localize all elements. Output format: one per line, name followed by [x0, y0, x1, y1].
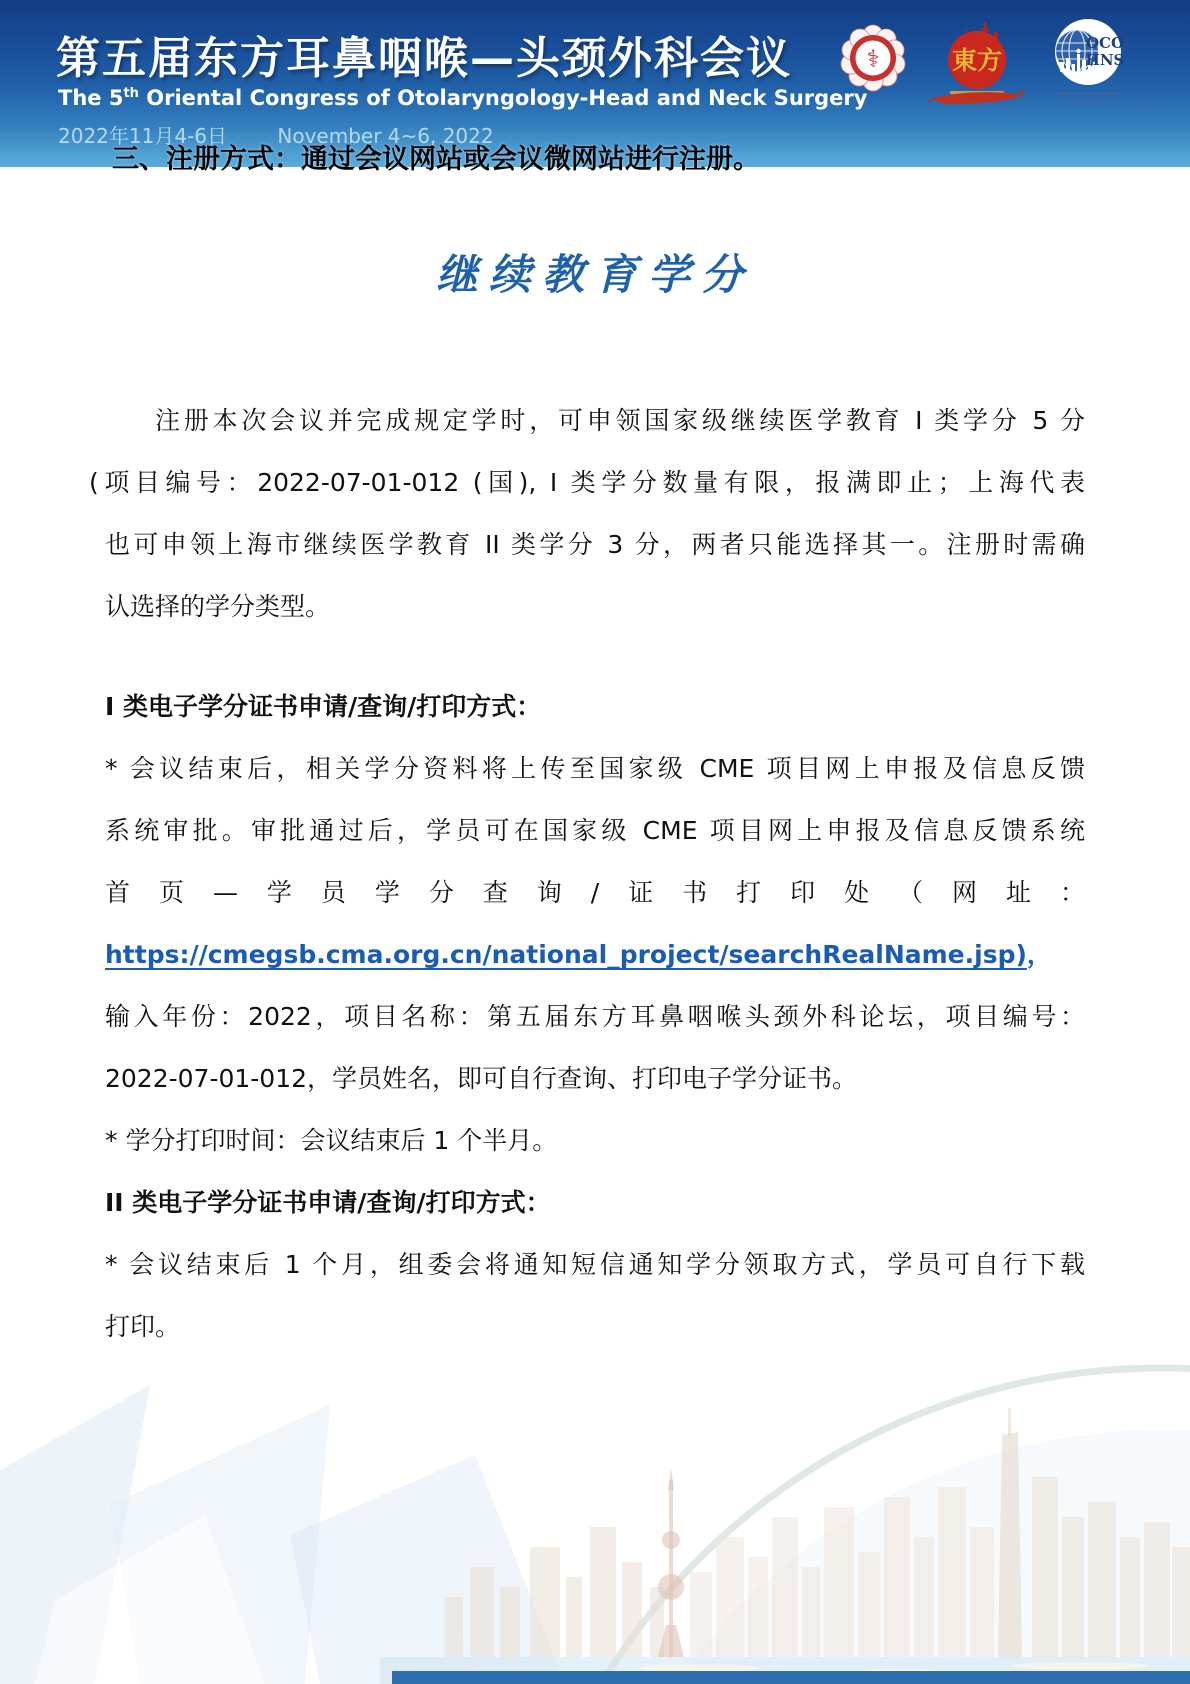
class1-line-6: * 学分打印时间：会议结束后 1 个半月。	[105, 1126, 558, 1155]
class1-line-5: 2022-07-01-012，学员姓名，即可自行查询、打印电子学分证书。	[105, 1064, 858, 1093]
conference-title-en: The 5th Oriental Congress of Otolaryngology-Head and Neck Surgery	[58, 86, 868, 110]
tiny-caption-lines	[1056, 92, 1120, 103]
class1-line-2: 系统审批。审批通过后，学员可在国家级 CME 项目网上申报及信息反馈系统	[105, 816, 1085, 845]
credit-link-line	[105, 924, 1085, 986]
intro-line-2: (项目编号：2022-07-01-012 (国), I 类学分数量有限，报满即止；上海代表	[89, 468, 1085, 497]
intro-line-3: 也可申领上海市继续医学教育 II 类学分 3 分，两者只能选择其一。注册时需确	[105, 530, 1085, 559]
caduceus-icon: ⚕	[866, 45, 880, 73]
logo-group	[840, 18, 1128, 110]
oco-hns-logo	[1048, 18, 1128, 110]
cme-section-title: 继续教育学分	[435, 250, 754, 299]
registration-method-note: 三、注册方式：通过会议网站或会议微网站进行注册。	[112, 144, 760, 175]
class2-heading: II 类电子学分证书申请/查询/打印方式：	[105, 1188, 551, 1217]
intro-line-4: 认选择的学分类型。	[105, 592, 331, 621]
oco-text: OCO	[1085, 34, 1125, 52]
class1-line-4: 输入年份：2022，项目名称：第五届东方耳鼻咽喉头颈外科论坛，项目编号：	[105, 1002, 1085, 1031]
class1-line-1: * 会议结束后，相关学分资料将上传至国家级 CME 项目网上申报及信息反馈	[105, 754, 1085, 783]
hns-text: HNS	[1085, 51, 1125, 69]
class2-line-2: 打印。	[105, 1312, 181, 1341]
class2-line-1: * 会议结束后 1 个月，组委会将通知短信通知学分领取方式，学员可自行下载	[105, 1250, 1085, 1279]
dongfang-oriental-congress-logo	[924, 18, 1030, 110]
dongfang-characters: 東方	[951, 46, 1003, 75]
intro-line-1: 注册本次会议并完成规定学时，可申领国家级继续医学教育 I 类学分 5 分	[155, 406, 1085, 435]
link-trailing-comma: ，	[1026, 940, 1052, 969]
date-cn: 2022年11月4-6日	[58, 124, 228, 148]
conference-title-cn: 第五届东方耳鼻咽喉—头颈外科会议	[56, 33, 792, 84]
bottom-accent-bar	[392, 1671, 1190, 1684]
class1-spread-line: 首页—学员学分查询/证书打印处（网址：	[105, 878, 1085, 907]
document-body	[89, 390, 1085, 1358]
class1-heading: I 类电子学分证书申请/查询/打印方式：	[105, 692, 542, 721]
date-en: November 4~6, 2022	[277, 124, 494, 148]
shanghai-medical-association-logo	[840, 24, 906, 96]
shanghai-skyline-watermark	[0, 1350, 1190, 1684]
cme-credit-query-link[interactable]: https://cmegsb.cma.org.cn/national_project/searchRealName.jsp)	[105, 940, 1027, 969]
